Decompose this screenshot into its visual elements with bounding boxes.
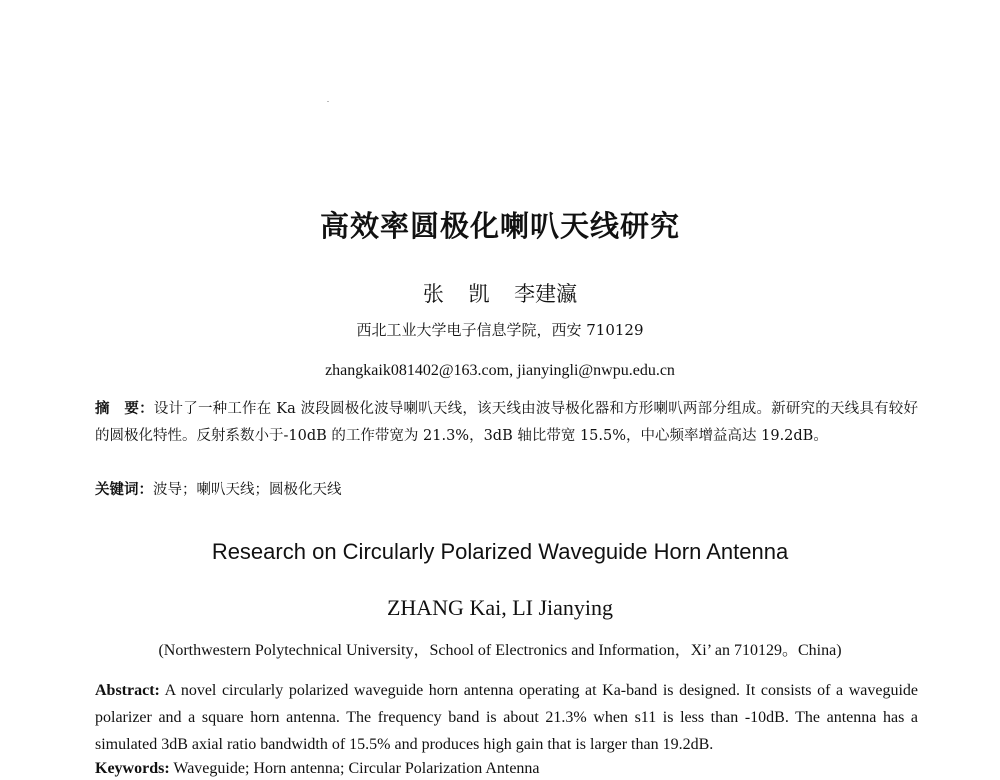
chinese-title: 高效率圆极化喇叭天线研究: [319, 209, 680, 243]
chinese-abstract-label: 摘 要：: [95, 401, 154, 417]
english-keywords: [95, 758, 918, 780]
chinese-keywords: [95, 479, 918, 501]
english-abstract-text: A novel circularly polarized waveguide horn antenna operating at Ka-band is designed. It consists of a waveguide polarizer and a square horn antenna. The frequency band is about 21.3% when s11 is less than -10dB. The antenna has a simulated 3dB axial ratio bandwidth of 15.5% and produces high gain that is larger than 19.2dB.: [95, 682, 919, 753]
english-abstract-label: Abstract:: [95, 682, 160, 699]
english-authors: ZHANG Kai, LI Jianying: [386, 595, 614, 620]
author-emails: zhangkaik081402@163.com, jianyingli@nwpu.edu.cn: [325, 362, 675, 379]
english-affiliation: (Northwestern Polytechnical University，School of Electronics and Information，Xi’ an 710129。China): [158, 642, 842, 659]
english-keywords-text: Waveguide; Horn antenna; Circular Polarization Antenna: [173, 760, 540, 777]
chinese-keywords-text: 波导；喇叭天线；圆极化天线: [153, 482, 342, 498]
english-abstract: [95, 677, 918, 758]
chinese-abstract: [95, 396, 918, 450]
chinese-abstract-text: 设计了一种工作在 Ka 波段圆极化波导喇叭天线，该天线由波导极化器和方形喇叭两部分组成。新研究的天线具有较好的圆极化特性。反射系数小于-10dB 的工作带宽为 21.3%，3dB 轴比带宽 15.5%，中心频率增益高达 19.2dB。: [95, 401, 918, 444]
chinese-authors: 张 凯 李建瀛: [422, 282, 578, 306]
chinese-keywords-label: 关键词：: [95, 482, 153, 498]
english-keywords-label: Keywords:: [95, 760, 170, 777]
scan-speck: [327, 101, 329, 102]
english-title: Research on Circularly Polarized Waveguide Horn Antenna: [211, 539, 789, 564]
chinese-affiliation: 西北工业大学电子信息学院，西安 710129: [356, 321, 644, 339]
